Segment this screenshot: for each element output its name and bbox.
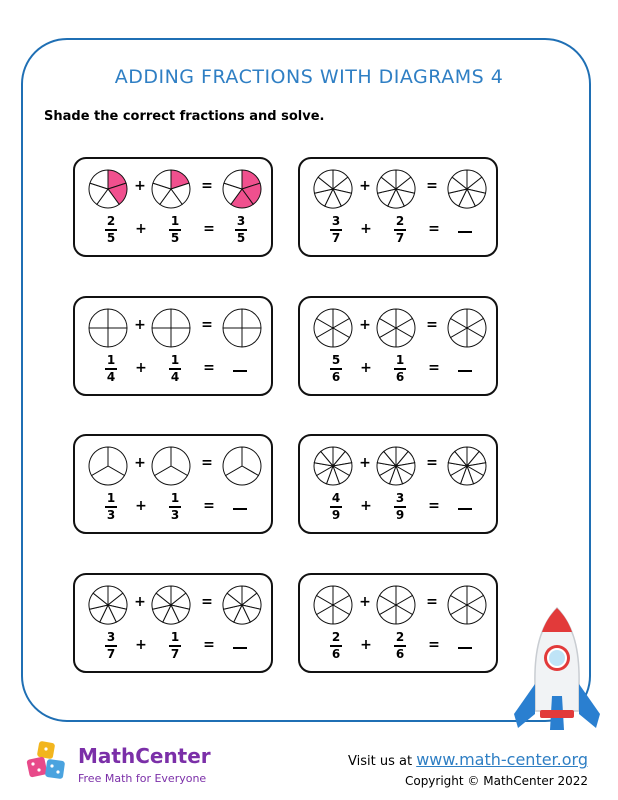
fraction-circle-a[interactable]	[314, 586, 352, 624]
denominator: 4	[106, 369, 116, 384]
copyright: Copyright © MathCenter 2022	[404, 774, 588, 788]
denominator: 6	[395, 369, 405, 384]
fraction-diagrams	[300, 298, 500, 358]
fraction-a	[324, 492, 348, 522]
denominator: 7	[395, 230, 405, 245]
equals-sign: =	[201, 317, 213, 333]
numerator: 1	[170, 491, 180, 505]
fraction-b	[163, 492, 187, 522]
fraction-diagrams	[300, 159, 500, 219]
fraction-segment[interactable]	[242, 328, 261, 347]
fraction-circle-result[interactable]	[448, 447, 486, 485]
equals-sign: =	[428, 360, 440, 376]
equals-sign: =	[426, 178, 438, 194]
plus-sign: +	[360, 221, 372, 237]
fraction-a	[324, 215, 348, 245]
rocket-icon	[510, 606, 604, 740]
fraction-diagrams	[75, 159, 275, 219]
fraction-segment[interactable]	[171, 328, 190, 347]
problem-card	[298, 157, 498, 257]
fraction-a	[324, 354, 348, 384]
equals-sign: =	[428, 637, 440, 653]
numerator: 3	[331, 214, 341, 228]
fraction-circle-result[interactable]	[448, 309, 486, 347]
fraction-segment[interactable]	[242, 309, 261, 328]
plus-sign: +	[135, 221, 147, 237]
fraction-circle-a[interactable]	[314, 170, 352, 208]
fraction-diagrams	[75, 298, 275, 358]
denominator: 7	[170, 646, 180, 661]
fraction-circle-b[interactable]	[152, 586, 190, 624]
fraction-circle-a[interactable]	[89, 309, 127, 347]
plus-sign: +	[359, 317, 371, 333]
equals-sign: =	[201, 455, 213, 471]
denominator: 6	[395, 646, 405, 661]
answer-blank[interactable]	[458, 647, 472, 649]
fraction-segment[interactable]	[108, 309, 127, 328]
plus-sign: +	[360, 637, 372, 653]
fraction-b	[163, 215, 187, 245]
problem-card	[298, 296, 498, 396]
fraction-a	[99, 215, 123, 245]
plus-sign: +	[135, 498, 147, 514]
fraction-diagrams	[75, 575, 275, 635]
plus-sign: +	[360, 360, 372, 376]
plus-sign: +	[134, 317, 146, 333]
problem-card	[73, 296, 273, 396]
equals-sign: =	[203, 637, 215, 653]
fraction-b	[163, 354, 187, 384]
numerator: 4	[331, 491, 341, 505]
fraction-circle-a[interactable]	[89, 447, 127, 485]
fraction-a	[99, 354, 123, 384]
fraction-circle-result[interactable]	[223, 170, 261, 208]
visit-line	[348, 750, 588, 769]
plus-sign: +	[135, 360, 147, 376]
fraction-circle-result[interactable]	[223, 309, 261, 347]
fraction-b	[388, 354, 412, 384]
denominator: 9	[395, 507, 405, 522]
fraction-circle-b[interactable]	[377, 309, 415, 347]
fraction-result	[229, 215, 253, 245]
fraction-segment[interactable]	[152, 328, 171, 347]
fraction-circle-b[interactable]	[377, 447, 415, 485]
numerator: 2	[395, 630, 405, 644]
numerator: 3	[236, 214, 246, 228]
equals-sign: =	[426, 594, 438, 610]
plus-sign: +	[359, 594, 371, 610]
fraction-segment[interactable]	[223, 309, 242, 328]
fraction-segment[interactable]	[223, 328, 242, 347]
equals-sign: =	[201, 594, 213, 610]
numerator: 1	[106, 491, 116, 505]
denominator: 5	[236, 230, 246, 245]
answer-blank[interactable]	[458, 370, 472, 372]
equals-sign: =	[426, 317, 438, 333]
answer-blank[interactable]	[458, 508, 472, 510]
mathcenter-logo-icon	[24, 738, 70, 788]
fraction-circle-b[interactable]	[377, 586, 415, 624]
numerator: 2	[331, 630, 341, 644]
problem-card	[73, 573, 273, 673]
equals-sign: =	[428, 221, 440, 237]
fraction-diagrams	[300, 436, 500, 496]
fraction-circle-b[interactable]	[152, 447, 190, 485]
fraction-diagrams	[75, 436, 275, 496]
numerator: 3	[395, 491, 405, 505]
fraction-circle-a[interactable]	[89, 170, 127, 208]
denominator: 5	[170, 230, 180, 245]
problem-card	[73, 434, 273, 534]
fraction-circle-result[interactable]	[223, 447, 261, 485]
answer-blank[interactable]	[458, 231, 472, 233]
plus-sign: +	[134, 178, 146, 194]
plus-sign: +	[134, 455, 146, 471]
denominator: 3	[170, 507, 180, 522]
numerator: 1	[395, 353, 405, 367]
denominator: 5	[106, 230, 116, 245]
plus-sign: +	[359, 455, 371, 471]
worksheet-title: ADDING FRACTIONS WITH DIAGRAMS 4	[114, 66, 504, 88]
equals-sign: =	[203, 221, 215, 237]
fraction-circle-a[interactable]	[89, 586, 127, 624]
instructions: Shade the correct fractions and solve.	[44, 109, 325, 124]
equals-sign: =	[203, 360, 215, 376]
fraction-circle-a[interactable]	[314, 447, 352, 485]
denominator: 9	[331, 507, 341, 522]
plus-sign: +	[359, 178, 371, 194]
brand-name: MathCenter	[78, 744, 211, 768]
denominator: 6	[331, 646, 341, 661]
equals-sign: =	[203, 498, 215, 514]
numerator: 1	[170, 353, 180, 367]
denominator: 7	[331, 230, 341, 245]
visit-label: Visit us at	[348, 754, 413, 769]
fraction-segment[interactable]	[152, 309, 171, 328]
denominator: 6	[331, 369, 341, 384]
problem-card	[298, 434, 498, 534]
numerator: 1	[170, 214, 180, 228]
fraction-b	[163, 631, 187, 661]
plus-sign: +	[134, 594, 146, 610]
numerator: 5	[331, 353, 341, 367]
fraction-a	[99, 631, 123, 661]
answer-blank[interactable]	[233, 370, 247, 372]
numerator: 1	[170, 630, 180, 644]
equals-sign: =	[201, 178, 213, 194]
equals-sign: =	[428, 498, 440, 514]
answer-blank[interactable]	[233, 647, 247, 649]
fraction-b	[388, 215, 412, 245]
fraction-a	[99, 492, 123, 522]
fraction-circle-result[interactable]	[223, 586, 261, 624]
fraction-circle-b[interactable]	[152, 309, 190, 347]
numerator: 2	[395, 214, 405, 228]
denominator: 7	[106, 646, 116, 661]
brand-tagline: Free Math for Everyone	[78, 772, 207, 785]
fraction-circle-result[interactable]	[448, 586, 486, 624]
fraction-circle-b[interactable]	[152, 170, 190, 208]
fraction-b	[388, 492, 412, 522]
numerator: 3	[106, 630, 116, 644]
problem-card	[73, 157, 273, 257]
denominator: 3	[106, 507, 116, 522]
plus-sign: +	[135, 637, 147, 653]
problem-card	[298, 573, 498, 673]
fraction-b	[388, 631, 412, 661]
fraction-circle-b[interactable]	[377, 170, 415, 208]
fraction-segment[interactable]	[89, 328, 108, 347]
plus-sign: +	[360, 498, 372, 514]
fraction-diagrams	[300, 575, 500, 635]
numerator: 2	[106, 214, 116, 228]
fraction-segment[interactable]	[171, 309, 190, 328]
answer-blank[interactable]	[233, 508, 247, 510]
numerator: 1	[106, 353, 116, 367]
fraction-a	[324, 631, 348, 661]
fraction-circle-result[interactable]	[448, 170, 486, 208]
equals-sign: =	[426, 455, 438, 471]
fraction-segment[interactable]	[89, 309, 108, 328]
fraction-segment[interactable]	[108, 328, 127, 347]
website-link[interactable]: www.math-center.org	[416, 750, 588, 769]
denominator: 4	[170, 369, 180, 384]
fraction-circle-a[interactable]	[314, 309, 352, 347]
